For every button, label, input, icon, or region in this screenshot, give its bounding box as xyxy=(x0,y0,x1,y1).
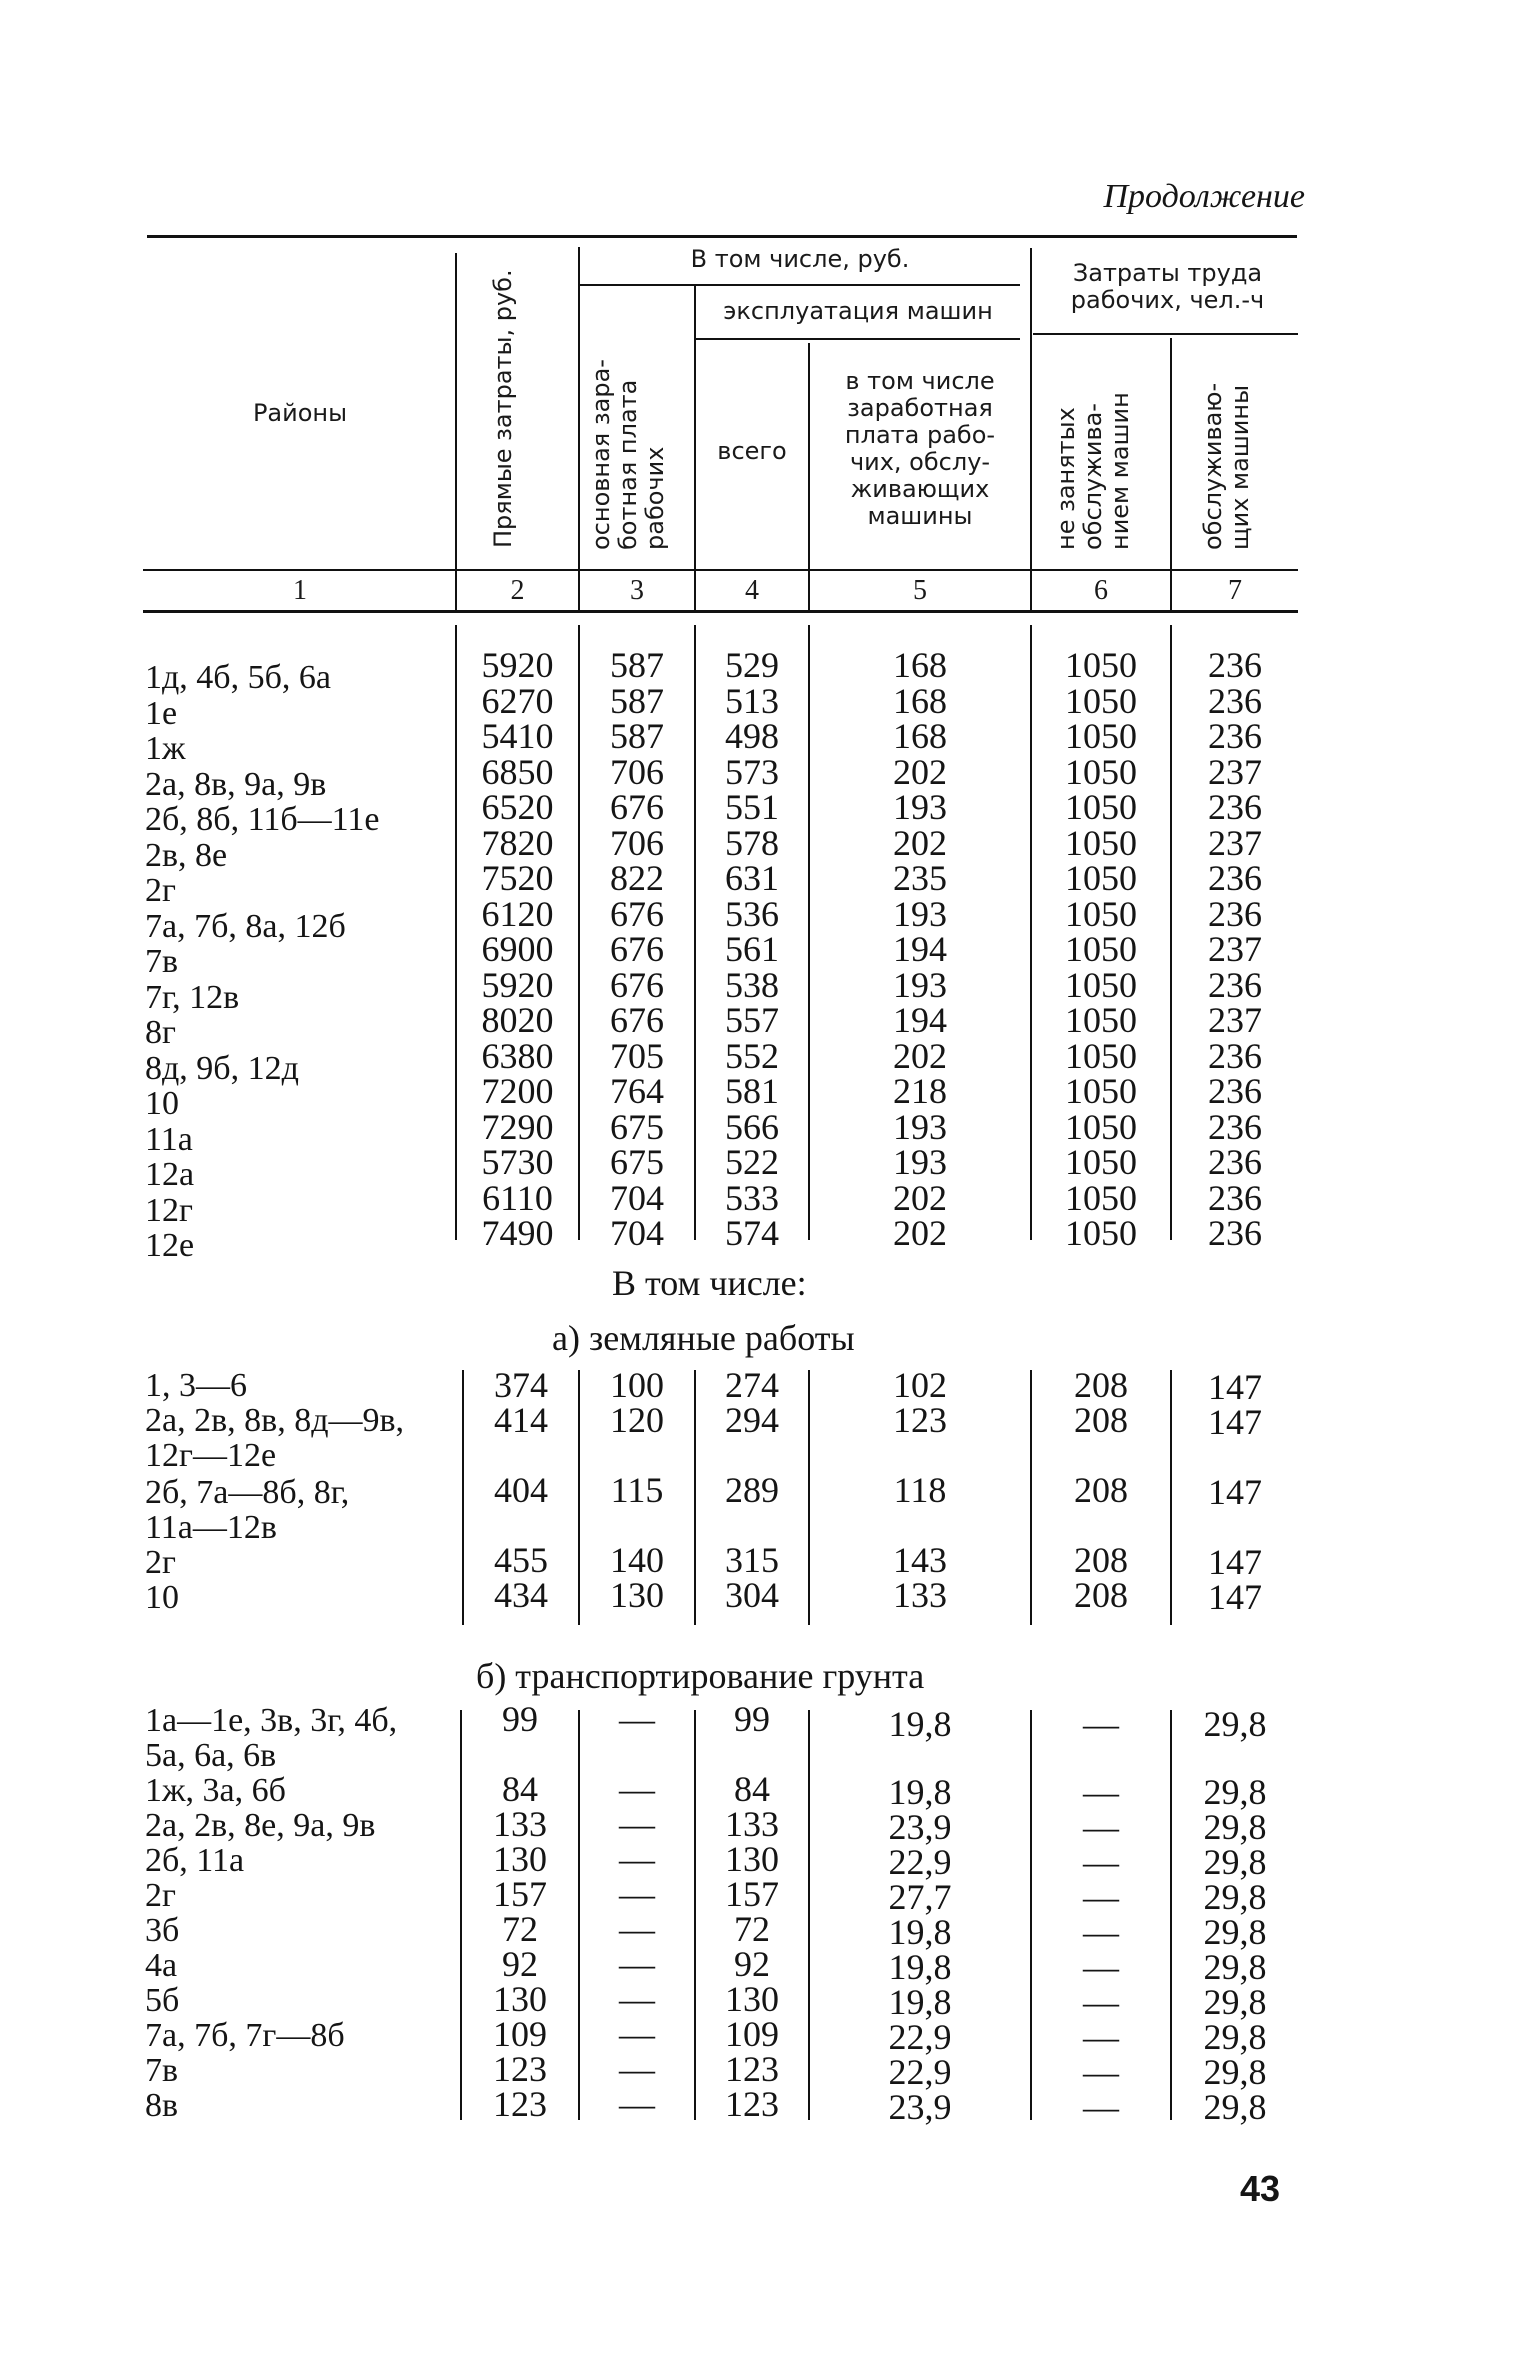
earth-cell: 147 xyxy=(1208,1577,1262,1617)
earth-cell: 414 xyxy=(494,1400,548,1440)
main-cell: 1050 xyxy=(1065,822,1137,863)
transport-cell: 92 xyxy=(502,1944,538,1984)
transport-cell: — xyxy=(619,1839,655,1879)
main-cell: 202 xyxy=(893,1177,947,1218)
transport-heading: б) транспортирование грунта xyxy=(476,1656,925,1696)
main-cell: 1050 xyxy=(1065,751,1137,792)
col-serving-header: обслуживаю- щих машины xyxy=(1199,382,1254,550)
col-number: 1 xyxy=(293,575,307,606)
main-cell: 587 xyxy=(610,645,664,685)
main-cell: 1050 xyxy=(1065,1177,1137,1218)
transport-cell: 133 xyxy=(725,1804,779,1844)
transport-cell: — xyxy=(1083,2087,1119,2127)
main-cell: 676 xyxy=(610,893,664,934)
transport-cell: 72 xyxy=(502,1909,538,1949)
earth-cell: 147 xyxy=(1208,1542,1262,1582)
transport-cell: 84 xyxy=(502,1769,538,1809)
transport-cell: 157 xyxy=(725,1874,779,1914)
main-cell: 566 xyxy=(725,1106,779,1147)
transport-cell: — xyxy=(619,1699,655,1739)
district-label: 1ж xyxy=(145,730,186,767)
main-cell: 5730 xyxy=(481,1142,554,1182)
col-districts-header: Районы xyxy=(252,399,348,427)
transport-cell: — xyxy=(619,1909,655,1949)
col-total-header: всего xyxy=(717,437,787,465)
main-cell: 1050 xyxy=(1065,716,1137,756)
transport-cell: 157 xyxy=(493,1874,547,1914)
earth-cell: 147 xyxy=(1208,1367,1262,1407)
main-cell: 218 xyxy=(893,1071,947,1111)
earth-cell: 274 xyxy=(725,1365,779,1405)
main-cell: 581 xyxy=(725,1071,779,1111)
transport-cell: 84 xyxy=(734,1769,770,1809)
transport-cell: 123 xyxy=(493,2049,547,2089)
main-cell: 236 xyxy=(1208,1071,1262,1111)
table-top-rule xyxy=(147,235,1297,238)
main-cell: 236 xyxy=(1208,858,1262,898)
main-cell: 236 xyxy=(1208,893,1262,934)
transport-cell: 92 xyxy=(734,1944,770,1984)
main-cell: 557 xyxy=(725,1000,779,1040)
main-cell: 6520 xyxy=(481,787,554,827)
main-cell: 235 xyxy=(893,858,947,898)
main-cell: 202 xyxy=(893,822,947,863)
main-cell: 764 xyxy=(610,1071,664,1111)
earth-cell: 208 xyxy=(1074,1365,1128,1405)
page-number: 43 xyxy=(1239,2168,1280,2209)
district-label: 7в xyxy=(145,2052,179,2089)
district-label: 5б xyxy=(145,1982,180,2019)
main-cell: 676 xyxy=(610,1000,664,1040)
main-cell: 168 xyxy=(893,645,947,685)
district-label: 1а—1е, 3в, 3г, 4б, xyxy=(145,1702,398,1739)
group-incl-rule xyxy=(580,284,1020,286)
district-label: 7а, 7б, 7г—8б xyxy=(145,2017,345,2054)
main-cell: 237 xyxy=(1208,929,1262,969)
transport-cell: — xyxy=(619,1979,655,2019)
transport-cell: 123 xyxy=(493,2084,547,2124)
transport-cell: 130 xyxy=(493,1839,547,1879)
main-cell: 1050 xyxy=(1065,1106,1137,1147)
col-machine-wages-header: в том числе заработная плата рабо- чих, обслу- живающих машины xyxy=(844,367,996,530)
earth-cell: 133 xyxy=(893,1575,947,1615)
header-bottom-rule xyxy=(143,569,1298,571)
earth-cell: 294 xyxy=(725,1400,779,1440)
district-label: 2а, 2в, 8е, 9а, 9в xyxy=(145,1807,376,1844)
main-cell: 704 xyxy=(610,1213,664,1253)
header-vline xyxy=(808,343,810,610)
main-cell: 1050 xyxy=(1065,893,1137,934)
transport-cell: 29,8 xyxy=(1203,2087,1267,2127)
main-cell: 705 xyxy=(610,1035,664,1076)
transport-cell: 133 xyxy=(493,1804,547,1844)
transport-cell: 99 xyxy=(734,1699,770,1739)
transport-cell: 29,8 xyxy=(1203,1947,1267,1987)
transport-cell: 23,9 xyxy=(888,2087,952,2127)
transport-cell: 29,8 xyxy=(1203,1912,1267,1952)
main-cell: 1050 xyxy=(1065,1035,1137,1076)
district-label: 4а xyxy=(145,1947,178,1984)
district-label: 8в xyxy=(145,2087,179,2124)
continuation-label: Продолжение xyxy=(1103,178,1305,215)
group-labor-header: Затраты труда рабочих, чел.-ч xyxy=(1070,259,1265,314)
earth-cell: 208 xyxy=(1074,1575,1128,1615)
transport-cell: — xyxy=(619,1769,655,1809)
district-label: 2б, 7а—8б, 8г, xyxy=(145,1474,350,1511)
col-number: 3 xyxy=(630,575,644,606)
earth-cell: 147 xyxy=(1208,1402,1262,1442)
transport-cell: 29,8 xyxy=(1203,2052,1267,2092)
transport-cell: 19,8 xyxy=(888,1912,952,1952)
main-cell: 193 xyxy=(893,1142,947,1182)
earth-cell: 140 xyxy=(610,1540,664,1580)
group-incl-header: В том числе, руб. xyxy=(690,245,910,273)
district-label: 11а xyxy=(145,1120,193,1158)
earth-cell: 100 xyxy=(610,1365,664,1405)
main-cell: 193 xyxy=(893,964,947,1005)
district-label: 12е xyxy=(145,1227,195,1264)
main-cell: 236 xyxy=(1208,1106,1262,1147)
main-cell: 631 xyxy=(725,858,779,898)
main-cell: 7820 xyxy=(481,822,554,863)
earth-cell: 115 xyxy=(610,1470,664,1510)
transport-cell: 19,8 xyxy=(888,1982,952,2022)
transport-cell: 109 xyxy=(493,2014,547,2054)
main-cell: 236 xyxy=(1208,787,1262,827)
district-label: 12г—12е xyxy=(145,1437,277,1474)
main-cell: 5920 xyxy=(481,964,554,1005)
main-cell: 676 xyxy=(610,964,664,1005)
main-cell: 1050 xyxy=(1065,929,1137,969)
main-cell: 551 xyxy=(725,787,779,827)
transport-cell: 72 xyxy=(734,1909,770,1949)
district-label: 1, 3—6 xyxy=(145,1367,247,1404)
transport-cell: — xyxy=(1083,2052,1119,2092)
transport-cell: — xyxy=(619,2084,655,2124)
main-cell: 706 xyxy=(610,822,664,863)
transport-cell: 29,8 xyxy=(1203,1772,1267,1812)
main-col-7 xyxy=(1172,645,1298,1253)
district-label: 2б, 8б, 11б—11е xyxy=(145,801,380,838)
main-cell: 193 xyxy=(893,787,947,827)
transport-cell: — xyxy=(1083,1807,1119,1847)
district-label: 5а, 6а, 6в xyxy=(145,1737,277,1774)
group-machines-rule xyxy=(696,338,1020,340)
col-number: 7 xyxy=(1228,575,1242,606)
district-label: 10 xyxy=(145,1085,179,1122)
main-cell: 675 xyxy=(610,1142,664,1182)
main-cell: 236 xyxy=(1208,1035,1262,1076)
earth-cell: 130 xyxy=(610,1575,664,1615)
main-cell: 6900 xyxy=(481,929,554,969)
district-label: 11а—12в xyxy=(145,1509,277,1546)
main-cell: 533 xyxy=(725,1177,779,1218)
earth-cell: 374 xyxy=(494,1365,548,1405)
col-number: 4 xyxy=(745,575,759,606)
transport-cell: — xyxy=(619,2049,655,2089)
main-cell: 236 xyxy=(1208,680,1262,721)
district-label: 12а xyxy=(145,1156,195,1193)
header-vline xyxy=(578,247,580,610)
col-not-busy-header: не занятых обслужива- нием машин xyxy=(1052,392,1134,550)
main-col-2 xyxy=(457,645,578,1253)
earth-cell: 434 xyxy=(494,1575,548,1615)
transport-cell: 130 xyxy=(725,1979,779,2019)
main-cell: 202 xyxy=(893,1213,947,1253)
main-cell: 236 xyxy=(1208,1142,1262,1182)
earth-cell: 208 xyxy=(1074,1470,1128,1510)
main-cell: 675 xyxy=(610,1106,664,1147)
main-cell: 236 xyxy=(1208,645,1262,685)
main-cell: 5410 xyxy=(481,716,554,756)
main-cell: 168 xyxy=(893,716,947,756)
main-col-6 xyxy=(1032,645,1170,1253)
transport-cell: 27,7 xyxy=(888,1877,952,1917)
district-label: 8г xyxy=(145,1014,176,1051)
header-vline xyxy=(1170,338,1172,610)
transport-cell: — xyxy=(1083,1704,1119,1744)
main-cell: 704 xyxy=(610,1177,664,1218)
main-cell: 1050 xyxy=(1065,680,1137,721)
district-label: 8д, 9б, 12д xyxy=(145,1049,299,1087)
main-col-3 xyxy=(580,645,694,1253)
main-cell: 6380 xyxy=(481,1035,554,1076)
earth-cell: 208 xyxy=(1074,1540,1128,1580)
transport-cell: 29,8 xyxy=(1203,1982,1267,2022)
main-cell: 236 xyxy=(1208,1213,1262,1253)
district-label: 1е xyxy=(145,694,178,732)
group-machines-header: эксплуатация машин xyxy=(723,297,993,325)
main-col-4 xyxy=(696,645,808,1253)
group-labor-rule xyxy=(1033,333,1298,335)
col-number: 2 xyxy=(510,575,525,606)
district-label: 2а, 2в, 8в, 8д—9в, xyxy=(145,1402,405,1439)
main-cell: 587 xyxy=(610,680,664,721)
transport-cell: 29,8 xyxy=(1203,2017,1267,2057)
main-cell: 536 xyxy=(725,893,779,934)
main-cell: 1050 xyxy=(1065,645,1137,685)
transport-cell: — xyxy=(619,1804,655,1844)
transport-cell: — xyxy=(1083,1772,1119,1812)
transport-cell: — xyxy=(1083,1947,1119,1987)
main-cell: 7200 xyxy=(481,1071,554,1111)
main-cell: 236 xyxy=(1208,964,1262,1005)
earth-cell: 102 xyxy=(893,1365,947,1405)
col-direct-header: Прямые затраты, руб. xyxy=(489,269,517,548)
earth-cell: 315 xyxy=(725,1540,779,1580)
district-label: 2г xyxy=(145,872,176,909)
main-cell: 7520 xyxy=(481,858,554,898)
main-cell: 1050 xyxy=(1065,1213,1137,1253)
main-cell: 573 xyxy=(725,751,779,792)
district-label: 12г xyxy=(145,1191,193,1229)
main-cell: 193 xyxy=(893,893,947,934)
main-cell: 5920 xyxy=(481,645,554,685)
earth-works-heading: а) земляные работы xyxy=(552,1318,855,1358)
main-cell: 237 xyxy=(1208,822,1262,863)
earth-cell: 289 xyxy=(725,1470,779,1510)
main-cell: 1050 xyxy=(1065,964,1137,1005)
district-label: 1д, 4б, 5б, 6а xyxy=(145,659,331,696)
transport-cell: 123 xyxy=(725,2084,779,2124)
main-cell: 237 xyxy=(1208,1000,1262,1040)
main-cell: 587 xyxy=(610,716,664,756)
transport-cell: — xyxy=(1083,1877,1119,1917)
main-cell: 529 xyxy=(725,645,779,685)
district-label: 2а, 8в, 9а, 9в xyxy=(145,765,327,803)
main-cell: 194 xyxy=(893,929,947,969)
main-cell: 7290 xyxy=(481,1106,554,1147)
earth-cell: 123 xyxy=(893,1400,947,1440)
main-cell: 706 xyxy=(610,751,664,792)
col-number: 5 xyxy=(913,575,927,606)
transport-cell: 29,8 xyxy=(1203,1704,1267,1744)
transport-cell: — xyxy=(1083,1912,1119,1952)
main-cell: 202 xyxy=(893,1035,947,1076)
earth-cell: 455 xyxy=(494,1540,548,1580)
main-cell: 822 xyxy=(610,858,664,898)
transport-cell: 123 xyxy=(725,2049,779,2089)
district-label: 2в, 8е xyxy=(145,836,228,874)
earth-cell: 304 xyxy=(725,1575,779,1615)
including-heading: В том числе: xyxy=(612,1263,807,1303)
main-cell: 6270 xyxy=(481,680,554,721)
transport-cell: 29,8 xyxy=(1203,1842,1267,1882)
col-wages-header: основная зара- ботная плата рабочих xyxy=(587,359,669,550)
district-label: 2г xyxy=(145,1544,176,1581)
main-cell: 578 xyxy=(725,822,779,863)
main-cell: 1050 xyxy=(1065,1000,1137,1040)
transport-cell: — xyxy=(1083,1842,1119,1882)
transport-cell: 29,8 xyxy=(1203,1877,1267,1917)
main-cell: 236 xyxy=(1208,1177,1262,1218)
earth-cell: 143 xyxy=(893,1540,947,1580)
main-cell: 676 xyxy=(610,787,664,827)
main-cell: 6850 xyxy=(481,751,554,792)
transport-cell: 22,9 xyxy=(888,1842,952,1882)
main-cell: 194 xyxy=(893,1000,947,1040)
main-cell: 202 xyxy=(893,751,947,792)
transport-cell: 23,9 xyxy=(888,1807,952,1847)
main-cell: 574 xyxy=(725,1213,779,1253)
main-cell: 6110 xyxy=(482,1177,553,1218)
transport-cell: — xyxy=(619,1874,655,1914)
main-cell: 522 xyxy=(725,1142,779,1182)
main-cell: 552 xyxy=(725,1035,779,1076)
main-cell: 6120 xyxy=(481,893,554,934)
earth-cell: 404 xyxy=(494,1470,548,1510)
transport-cell: — xyxy=(1083,1982,1119,2022)
earth-cell: 120 xyxy=(610,1400,664,1440)
district-label: 7г, 12в xyxy=(145,978,240,1016)
district-label: 1ж, 3а, 6б xyxy=(145,1772,286,1809)
district-label: 3б xyxy=(145,1912,180,1949)
district-label: 2г xyxy=(145,1877,176,1914)
transport-cell: 22,9 xyxy=(888,2052,952,2092)
transport-cell: 130 xyxy=(493,1979,547,2019)
main-cell: 168 xyxy=(893,680,947,721)
main-cell: 7490 xyxy=(481,1213,554,1253)
col-number-bottom-rule xyxy=(143,610,1298,613)
main-cell: 1050 xyxy=(1065,1071,1137,1111)
main-cell: 538 xyxy=(725,964,779,1005)
main-cell: 1050 xyxy=(1065,787,1137,827)
transport-cell: 19,8 xyxy=(888,1772,952,1812)
main-cell: 498 xyxy=(725,716,779,756)
col-number: 6 xyxy=(1094,575,1108,606)
earth-cell: 118 xyxy=(893,1470,947,1510)
transport-cell: 130 xyxy=(725,1839,779,1879)
main-cell: 561 xyxy=(725,929,779,969)
earth-cell: 147 xyxy=(1208,1472,1262,1512)
district-label: 10 xyxy=(145,1579,179,1616)
main-cell: 676 xyxy=(610,929,664,969)
transport-cell: 22,9 xyxy=(888,2017,952,2057)
district-label: 7а, 7б, 8а, 12б xyxy=(145,907,346,945)
main-cell: 1050 xyxy=(1065,858,1137,898)
main-cell: 237 xyxy=(1208,751,1262,792)
transport-cell: 19,8 xyxy=(888,1947,952,1987)
district-label: 2б, 11а xyxy=(145,1842,245,1879)
main-cell: 236 xyxy=(1208,716,1262,756)
transport-cell: — xyxy=(619,1944,655,1984)
transport-cell: 19,8 xyxy=(888,1704,952,1744)
main-col-5 xyxy=(810,645,1030,1253)
transport-cell: 29,8 xyxy=(1203,1807,1267,1847)
main-cell: 193 xyxy=(893,1106,947,1147)
main-cell: 8020 xyxy=(481,1000,554,1040)
header-vline xyxy=(1030,248,1032,610)
transport-cell: 109 xyxy=(725,2014,779,2054)
transport-cell: — xyxy=(619,2014,655,2054)
main-cell: 513 xyxy=(725,680,779,721)
district-label: 7в xyxy=(145,943,179,980)
main-cell: 1050 xyxy=(1065,1142,1137,1182)
transport-cell: — xyxy=(1083,2017,1119,2057)
earth-cell: 208 xyxy=(1074,1400,1128,1440)
header-vline xyxy=(455,253,457,610)
transport-cell: 99 xyxy=(502,1699,538,1739)
